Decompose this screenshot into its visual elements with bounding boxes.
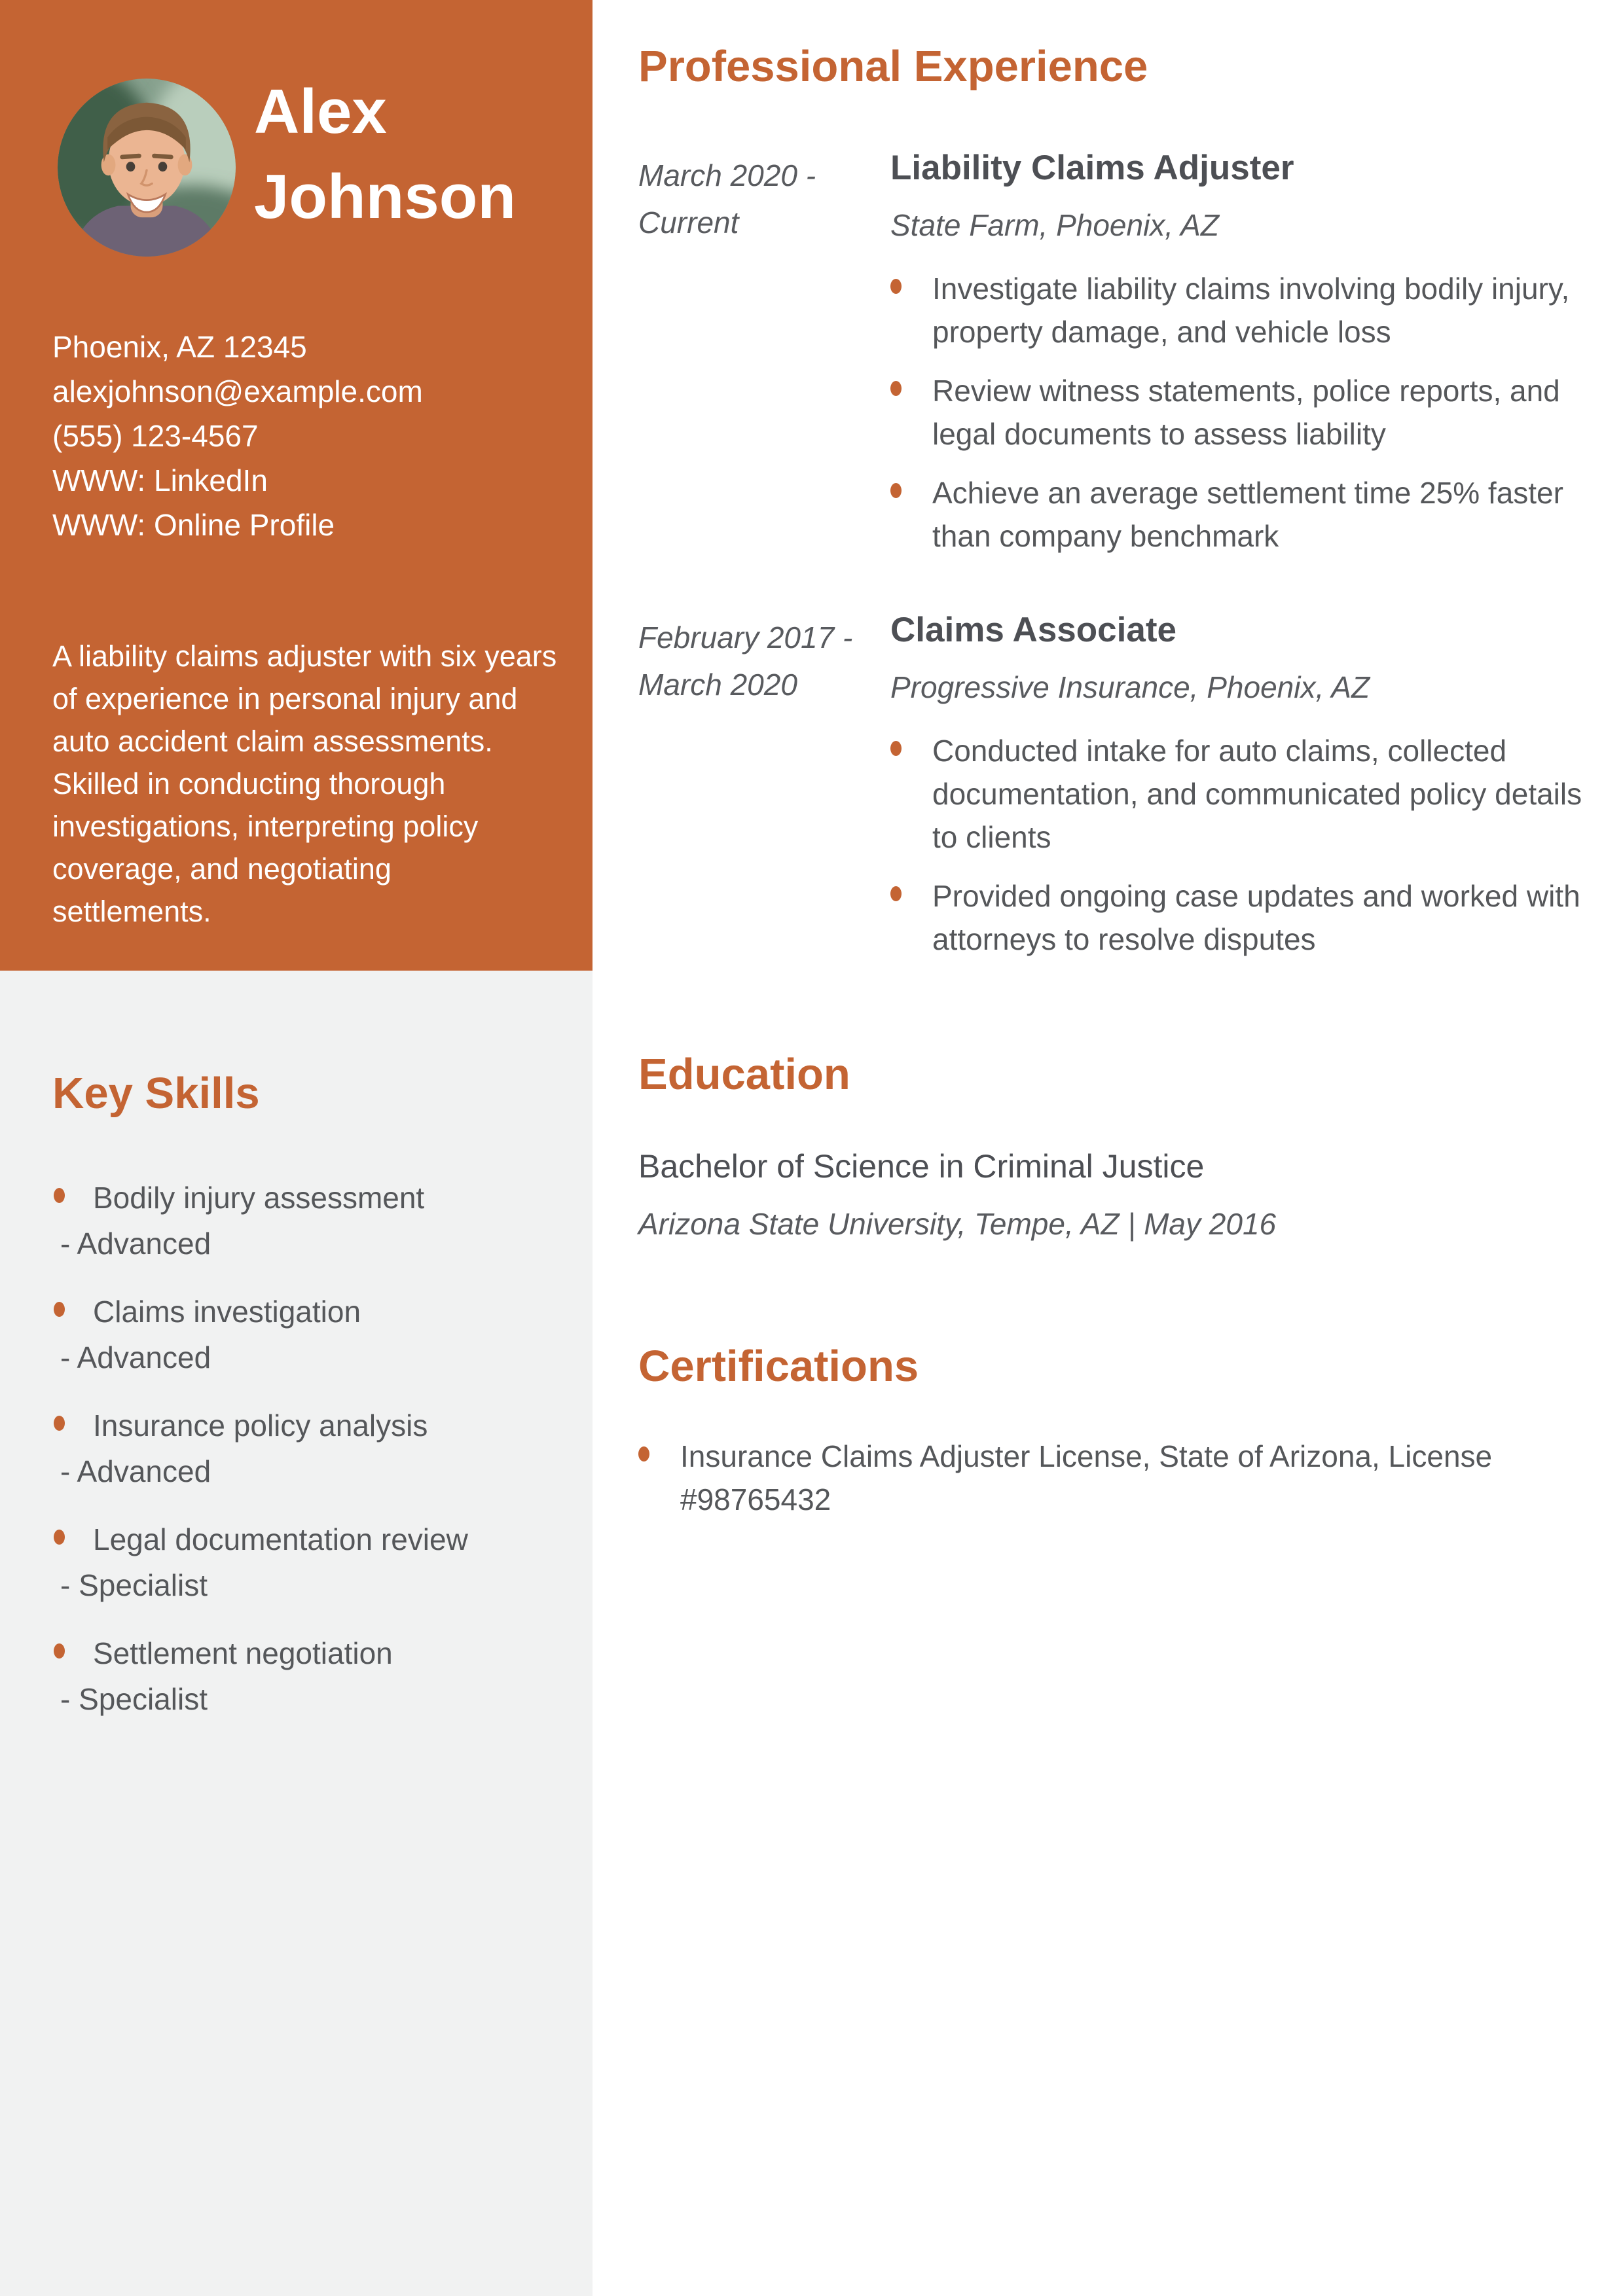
bullet-icon: [54, 1302, 65, 1317]
bullet-icon: [638, 1446, 649, 1462]
skill-name: Legal documentation review: [93, 1522, 468, 1556]
certification-item: [638, 1435, 1555, 1521]
job-bullet: [890, 267, 1584, 353]
job-bullet: [890, 729, 1584, 859]
job-bullet-text: Investigate liability claims involving bodily injury, property damage, and vehicle loss: [932, 272, 1570, 349]
identity-row: [52, 79, 547, 257]
skill-item: [52, 1294, 553, 1375]
certification-text: Insurance Claims Adjuster License, State of Arizona, License #98765432: [680, 1439, 1493, 1516]
experience-list: [638, 148, 1584, 977]
contact-email: alexjohnson@example.com: [52, 374, 423, 408]
job-entry: [638, 610, 1584, 977]
certifications-header: Certifications: [638, 1342, 919, 1391]
job-company: State Farm, Phoenix, AZ: [890, 208, 1219, 242]
bullet-icon: [890, 886, 902, 901]
profile-photo-illustration: [58, 79, 236, 257]
skill-level: - Specialist: [60, 1682, 208, 1716]
job-title: Claims Associate: [890, 611, 1176, 649]
bullet-icon: [890, 381, 902, 396]
education-school: Arizona State University, Tempe, AZ | May 2016: [638, 1207, 1277, 1241]
skill-item: [52, 1522, 553, 1603]
contact-phone: (555) 123-4567: [52, 419, 259, 453]
skill-level: - Advanced: [60, 1454, 211, 1488]
job-bullet-text: Conducted intake for auto claims, collected documentation, and communicated policy details to clients: [932, 734, 1582, 854]
contact-location: Phoenix, AZ 12345: [52, 330, 307, 364]
certification-list: [638, 1435, 1584, 1521]
bullet-icon: [890, 741, 902, 756]
bullet-icon: [54, 1188, 65, 1203]
contact-linkedin: WWW: LinkedIn: [52, 463, 268, 497]
job-bullet: [890, 369, 1584, 456]
job-dates: [638, 148, 890, 573]
job-date-end: Current: [638, 206, 739, 240]
skill-name: Bodily injury assessment: [93, 1181, 425, 1215]
skill-item: [52, 1408, 553, 1489]
profile-photo: [58, 79, 236, 257]
job-date-start: February 2017 -: [638, 620, 853, 655]
job-bullet-text: Provided ongoing case updates and worked with attorneys to resolve disputes: [932, 879, 1580, 956]
job-bullet: [890, 874, 1584, 961]
skill-name: Settlement negotiation: [93, 1636, 393, 1670]
contact-list: [52, 325, 547, 547]
skill-item: [52, 1180, 553, 1261]
sidebar-header: [0, 0, 593, 971]
candidate-name: [254, 69, 516, 240]
skill-level: - Specialist: [60, 1568, 208, 1602]
education-degree: Bachelor of Science in Criminal Justice: [638, 1148, 1205, 1185]
candidate-first-name: Alex: [254, 77, 387, 147]
job-dates: [638, 610, 890, 977]
job-entry: [638, 148, 1584, 573]
job-bullet-text: Achieve an average settlement time 25% faster than company benchmark: [932, 476, 1563, 553]
job-date-start: March 2020 -: [638, 158, 816, 192]
job-date-end: March 2020: [638, 668, 797, 702]
bullet-icon: [890, 483, 902, 498]
job-bullet: [890, 471, 1584, 558]
job-bullet-list: [890, 729, 1584, 961]
skill-name: Claims investigation: [93, 1295, 361, 1329]
skill-item: [52, 1636, 553, 1717]
skill-level: - Advanced: [60, 1340, 211, 1374]
job-title: Liability Claims Adjuster: [890, 149, 1294, 187]
job-bullet-list: [890, 267, 1584, 558]
education-header: Education: [638, 1050, 850, 1099]
bullet-icon: [890, 279, 902, 294]
bullet-icon: [54, 1530, 65, 1545]
job-bullet-text: Review witness statements, police reports, and legal documents to assess liability: [932, 374, 1560, 451]
skill-level: - Advanced: [60, 1227, 211, 1261]
bullet-icon: [54, 1416, 65, 1431]
skill-name: Insurance policy analysis: [93, 1408, 428, 1443]
bullet-icon: [54, 1643, 65, 1659]
job-company: Progressive Insurance, Phoenix, AZ: [890, 670, 1370, 704]
sidebar: [0, 0, 593, 2296]
key-skills-header: Key Skills: [52, 1069, 260, 1118]
contact-website: WWW: Online Profile: [52, 508, 335, 542]
professional-summary: A liability claims adjuster with six years of experience in personal injury and auto accident claim assessments. Skilled in conducting thorough investigations, interpreting policy coverage, and negotiating settlements.: [52, 639, 557, 928]
main-column: [638, 0, 1584, 1521]
candidate-last-name: Johnson: [254, 162, 516, 232]
experience-header: Professional Experience: [638, 42, 1148, 91]
key-skills-section: [0, 971, 593, 1717]
